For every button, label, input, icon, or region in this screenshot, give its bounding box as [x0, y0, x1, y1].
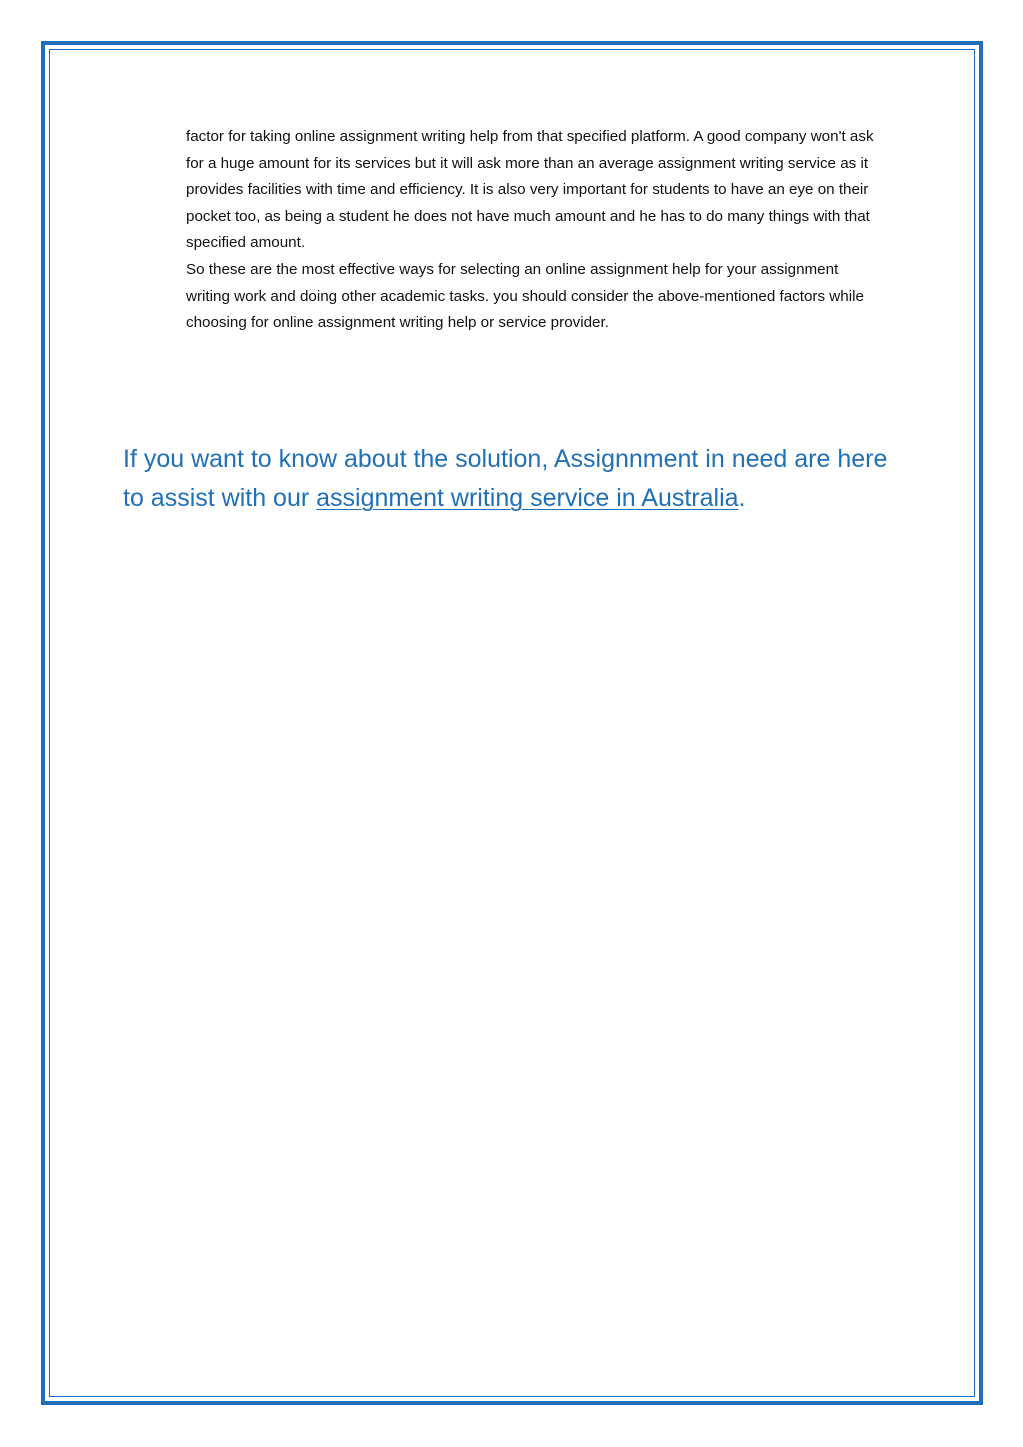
body-text-block: [186, 124, 886, 337]
callout-prefix: If you want to know about the solution, Assignnment in need are here to assist with our: [123, 445, 888, 512]
body-paragraph-2: So these are the most effective ways for selecting an online assignment help for your assignment writing work and doing other academic tasks. you should consider the above-mentioned factors while choosing for online assignment writing help or service provider.: [186, 260, 864, 332]
callout-text: [123, 440, 903, 517]
body-paragraph-1: factor for taking online assignment writing help from that specified platform. A good company won't ask for a huge amount for its services but it will ask more than an average assignment writing service as it provides facilities with time and efficiency. It is also very important for students to have an eye on their pocket too, as being a student he does not have much amount and he has to do many things with that specified amount.: [186, 128, 874, 252]
service-link[interactable]: assignment writing service in Australia: [316, 483, 739, 512]
callout-suffix: .: [738, 483, 746, 512]
